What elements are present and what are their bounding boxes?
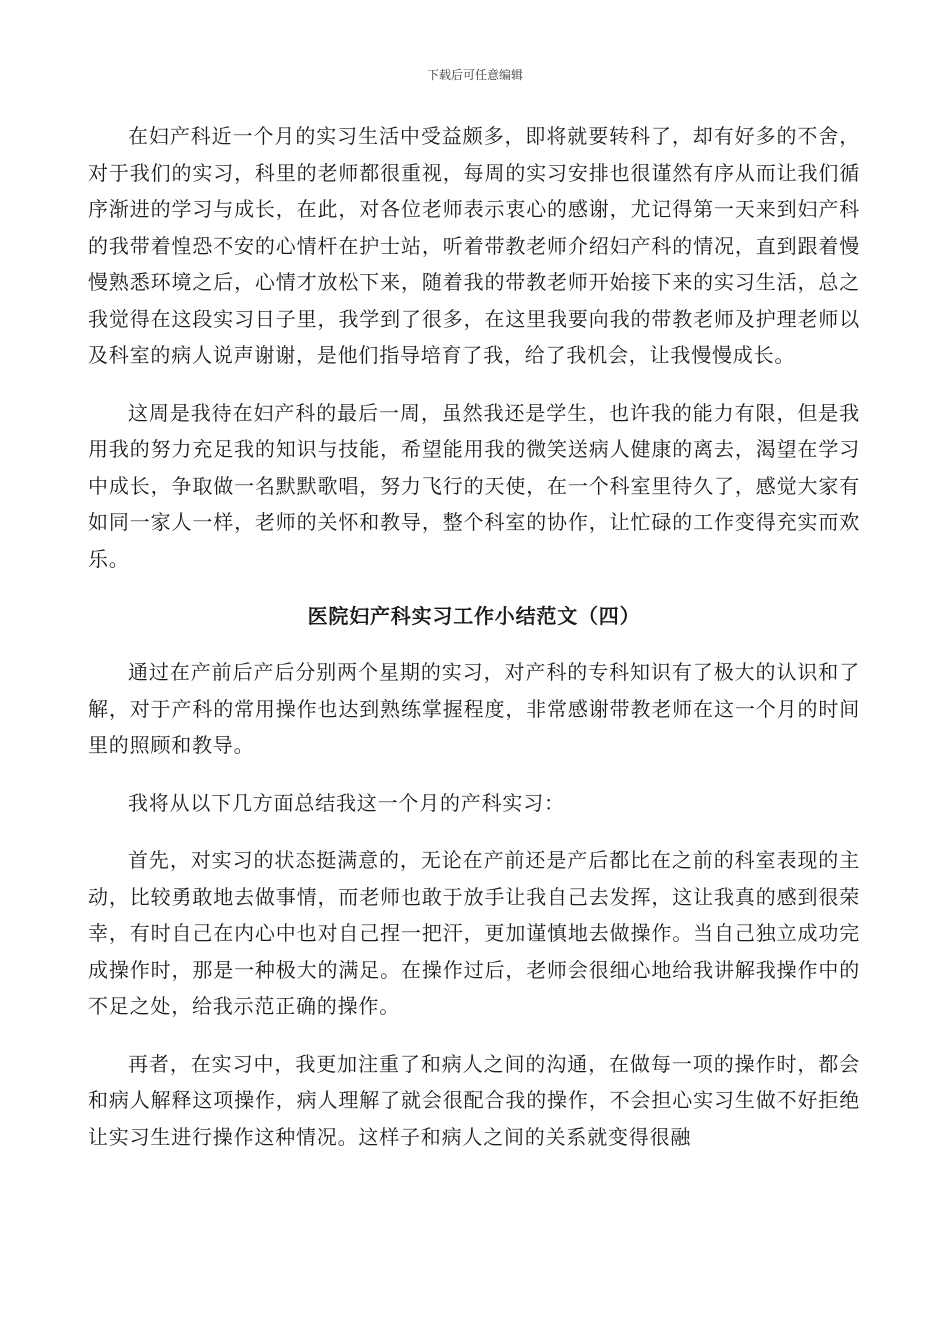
paragraph-5: 首先，对实习的状态挺满意的，无论在产前还是产后都比在之前的科室表现的主动，比较勇敢地去做事情，而老师也敢于放手让我自己去发挥，这让我真的感到很荣幸，有时自己在内心中也对自己捏一把汗，更加谨慎地去做操作。当自己独立成功完成操作时，那是一种极大的满足。在操作过后，老师会很细心地给我讲解我操作中的不足之处，给我示范正确的操作。 <box>88 848 860 1018</box>
paragraph-6: 再者，在实习中，我更加注重了和病人之间的沟通，在做每一项的操作时，都会和病人解释这项操作，病人理解了就会很配合我的操作，不会担心实习生做不好拒绝让实习生进行操作这种情况。这样子和病人之间的关系就变得很融 <box>88 1051 860 1149</box>
paragraph-1: 在妇产科近一个月的实习生活中受益颇多，即将就要转科了，却有好多的不舍，对于我们的实习，科里的老师都很重视，每周的实习安排也很谨然有序从而让我们循序渐进的学习与成长，在此，对各位老师表示衷心的感谢，尤记得第一天来到妇产科的我带着惶恐不安的心情杆在护士站，听着带教老师介绍妇产科的情况，直到跟着慢慢熟悉环境之后，心情才放松下来，随着我的带教老师开始接下来的实习生活，总之我觉得在这段实习日子里，我学到了很多，在这里我要向我的带教老师及护理老师以及科室的病人说声谢谢，是他们指导培育了我，给了我机会，让我慢慢成长。 <box>88 124 860 367</box>
document-body <box>88 118 860 1176</box>
paragraph-3: 通过在产前后产后分别两个星期的实习，对产科的专科知识有了极大的认识和了解，对于产科的常用操作也达到熟练掌握程度，非常感谢带教老师在这一个月的时间里的照顾和教导。 <box>88 660 860 757</box>
paragraph-4: 我将从以下几方面总结我这一个月的产科实习： <box>128 790 565 815</box>
paragraph-2: 这周是我待在妇产科的最后一周，虽然我还是学生，也许我的能力有限，但是我用我的努力充足我的知识与技能，希望能用我的微笑送病人健康的离去，渴望在学习中成长，争取做一名默默歌唱，努力飞行的天使，在一个科室里待久了，感觉大家有如同一家人一样，老师的关怀和教导，整个科室的协作，让忙碌的工作变得充实而欢乐。 <box>88 400 860 571</box>
section-heading: 医院妇产科实习工作小结范文（四） <box>307 604 641 628</box>
page-header: 下载后可任意编辑 <box>426 68 523 82</box>
